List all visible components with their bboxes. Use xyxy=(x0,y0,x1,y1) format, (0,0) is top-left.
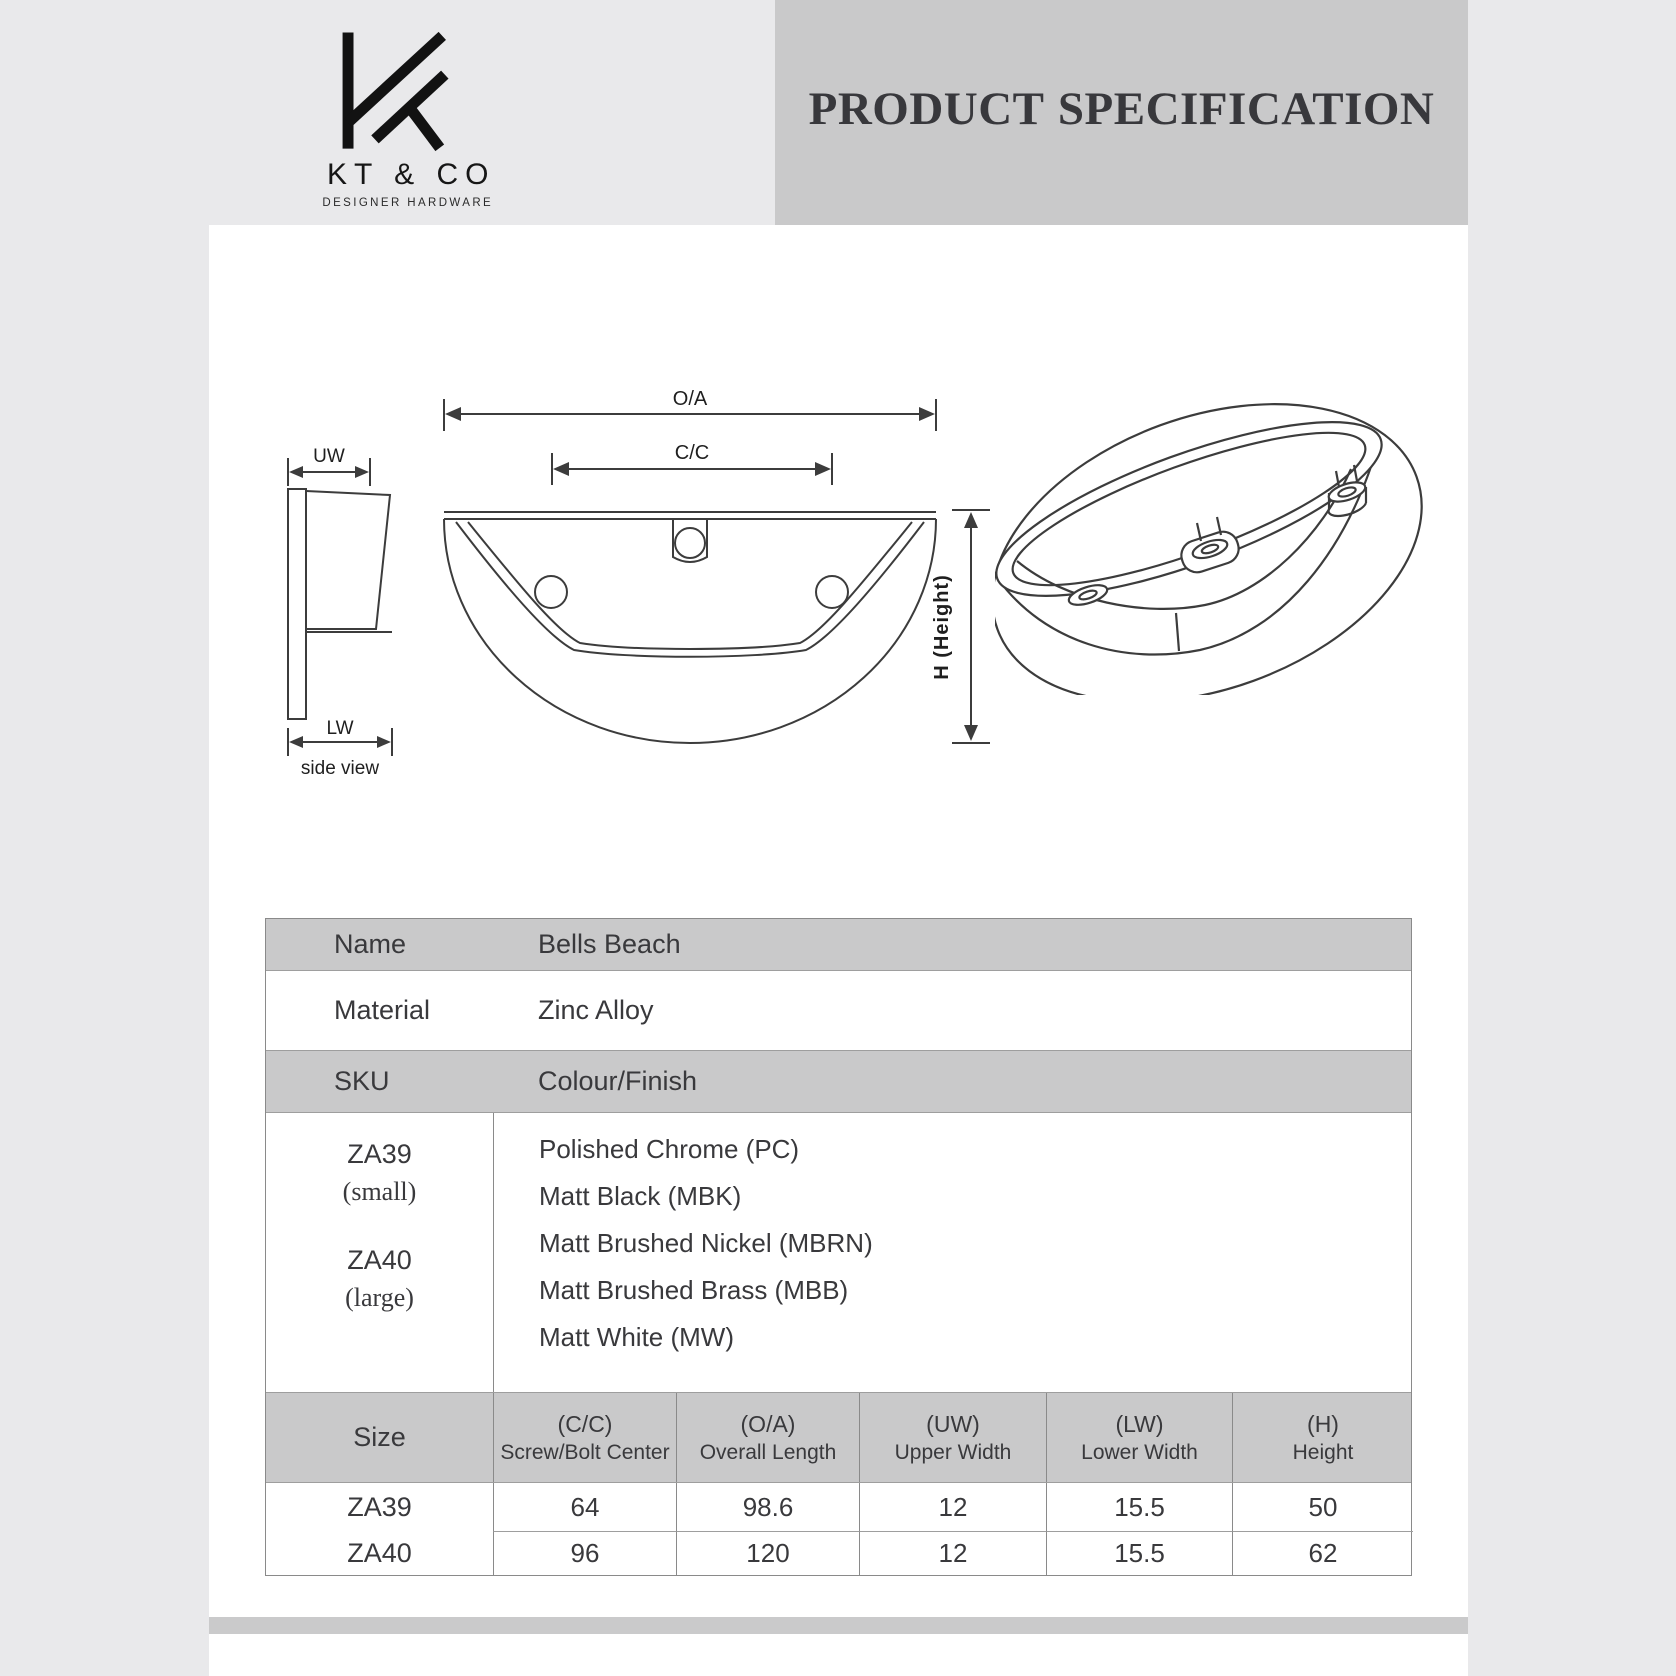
brand-name: KT & CO xyxy=(327,158,496,191)
cc-dimension-label: C/C xyxy=(674,442,710,464)
oa-dimension-label: O/A xyxy=(672,388,708,410)
finish-option: Polished Chrome (PC) xyxy=(539,1134,800,1164)
uw-dimension-label: UW xyxy=(313,446,345,467)
column-abbr-h: (H) xyxy=(1307,1410,1339,1437)
product-spec-table xyxy=(265,918,1412,1576)
sku-small-note: (small) xyxy=(342,1177,417,1206)
side-view-caption: side view xyxy=(300,758,380,779)
column-name-lw: Lower Width xyxy=(1081,1440,1198,1464)
column-abbr-uw: (UW) xyxy=(926,1410,980,1437)
finish-option: Matt Black (MBK) xyxy=(539,1181,742,1211)
za39-cc: 64 xyxy=(493,1483,676,1531)
column-abbr-cc: (C/C) xyxy=(557,1410,613,1437)
brand-tagline: DESIGNER HARDWARE xyxy=(322,197,494,209)
footer-divider xyxy=(209,1617,1468,1634)
side-view-drawing xyxy=(279,440,409,785)
spec-sheet-page xyxy=(209,225,1468,1676)
column-abbr-lw: (LW) xyxy=(1115,1410,1164,1437)
sku-header-row xyxy=(266,1051,1411,1113)
za39-uw: 12 xyxy=(859,1483,1046,1531)
column-name-uw: Upper Width xyxy=(894,1440,1012,1464)
finish-header: Colour/Finish xyxy=(538,1066,698,1096)
column-abbr-oa: (O/A) xyxy=(740,1410,796,1437)
name-label: Name xyxy=(334,929,407,959)
za39-lw: 15.5 xyxy=(1046,1483,1232,1531)
size-row-za40 xyxy=(266,1531,1411,1575)
za40-cc: 96 xyxy=(493,1531,676,1575)
size-table-header xyxy=(266,1393,1411,1483)
column-name-cc: Screw/Bolt Center xyxy=(500,1440,670,1464)
sku-large-note: (large) xyxy=(345,1283,414,1312)
material-value: Zinc Alloy xyxy=(538,995,654,1025)
kt-monogram-icon xyxy=(332,30,460,152)
brand-logo xyxy=(320,30,496,209)
sku-label: SKU xyxy=(334,1066,390,1096)
size-row-code: ZA40 xyxy=(347,1537,412,1568)
finish-option: Matt Brushed Nickel (MBRN) xyxy=(539,1228,873,1258)
perspective-view-drawing xyxy=(995,395,1455,695)
front-view-drawing xyxy=(434,385,1004,755)
za40-h: 62 xyxy=(1232,1531,1413,1575)
column-name-h: Height xyxy=(1292,1440,1354,1464)
sku-small-code: ZA39 xyxy=(347,1139,412,1169)
za40-lw: 15.5 xyxy=(1046,1531,1232,1575)
za39-h: 50 xyxy=(1232,1483,1413,1531)
sku-large-code: ZA40 xyxy=(347,1245,412,1275)
height-dimension-label: H (Height) xyxy=(931,574,953,680)
technical-drawings xyxy=(209,225,1468,845)
page-title: PRODUCT SPECIFICATION xyxy=(808,82,1435,135)
size-row-za39 xyxy=(266,1483,1411,1531)
finish-option: Matt Brushed Brass (MBB) xyxy=(539,1275,849,1305)
header-banner xyxy=(775,0,1468,225)
finish-list xyxy=(493,1113,1411,1392)
name-row xyxy=(266,919,1411,971)
za39-oa: 98.6 xyxy=(676,1483,859,1531)
product-name: Bells Beach xyxy=(538,929,681,959)
finish-option: Matt White (MW) xyxy=(539,1322,734,1352)
lw-dimension-label: LW xyxy=(326,718,354,739)
material-label: Material xyxy=(334,995,431,1025)
za40-oa: 120 xyxy=(676,1531,859,1575)
size-row-code: ZA39 xyxy=(347,1491,412,1522)
material-row xyxy=(266,971,1411,1051)
sku-codes xyxy=(266,1113,493,1392)
size-label: Size xyxy=(353,1422,406,1452)
za40-uw: 12 xyxy=(859,1531,1046,1575)
column-name-oa: Overall Length xyxy=(699,1440,837,1464)
sku-finish-row xyxy=(266,1113,1411,1393)
